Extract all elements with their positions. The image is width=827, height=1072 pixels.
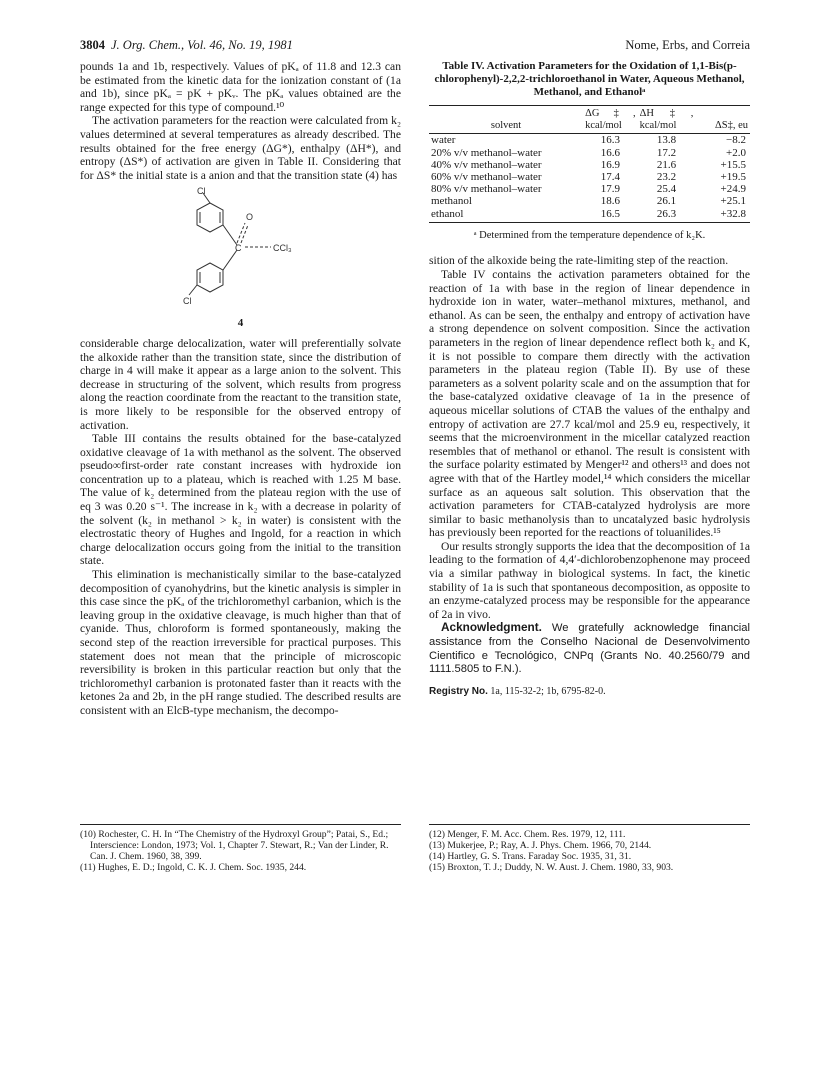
footnotes-right: [429, 824, 750, 873]
paragraph: sition of the alkoxide being the rate-limiting step of the reaction.: [429, 254, 729, 268]
page-number: 3804: [80, 38, 105, 52]
footnote: (15) Broxton, T. J.; Duddy, N. W. Aust. J. Chem. 1980, 33, 903.: [429, 862, 674, 873]
table-row: [429, 159, 750, 171]
table-cell: 60% v/v methanol–water: [431, 171, 542, 184]
label-carbon: C: [235, 243, 242, 254]
column-header: solvent: [429, 106, 583, 134]
table-row: [429, 208, 750, 223]
footnote: (11) Hughes, E. D.; Ingold, C. K. J. Chem. Soc. 1935, 244.: [80, 862, 307, 873]
footnote: (14) Hartley, G. S. Trans. Faraday Soc. 1935, 31, 31.: [429, 851, 632, 862]
table-cell: +25.1: [720, 195, 746, 208]
table-cell: 17.4: [600, 171, 620, 184]
acknowledgment-heading: Acknowledgment.: [441, 620, 542, 635]
table-cell: 16.9: [600, 158, 620, 171]
table-cell: +15.5: [720, 158, 746, 171]
table-cell: 16.3: [600, 134, 620, 147]
paragraph: The activation parameters for the reaction were calculated from k₂ values determined at several temperatures as already described. The results obtained for the free energy (ΔG*), enthalpy (ΔH*), and entropy (ΔS*) of activation are given in Table II. Considering that for ΔS* the initial state is a anion and that the transition state (4) has: [80, 114, 401, 182]
paragraph: pounds 1a and 1b, respectively. Values of pKₐ of 11.8 and 12.3 can be estimated from the kinetic data for the ionization constant of (1a and 1b), since pKₐ = pK + pKᵥ. The pKₐ values obtained are the range expected for this type of compound.¹⁰: [80, 60, 401, 114]
acknowledgment: [429, 621, 750, 676]
table-cell: 26.3: [638, 208, 696, 223]
table-cell: ethanol: [429, 208, 583, 223]
label-oxygen: O: [246, 212, 254, 223]
running-head-left: [80, 38, 293, 53]
paragraph: Our results strongly supports the idea that the decomposition of 1a leading to the formation of 4,4′-dichlorobenzophenone may proceed via a similar pathway in biological systems. In fact, the kinetic stability of 1a is such that spontaneous decomposition, as opposite to an enzyme-catalyzed process may be responsible for the appearance of 2a in vivo.: [429, 539, 750, 621]
table-cell: 25.4: [656, 183, 677, 196]
table-cell: 18.6: [600, 195, 620, 208]
table-cell: water: [431, 134, 456, 147]
label-cl-top: Cl: [197, 186, 206, 197]
paragraph: considerable charge delocalization, water will preferentially solvate the alkoxide rather than the transition state, since the distribution of charge in 4 will make it appear as a large anion to the solvent. This decrease in structuring of the solvent, which results from progress along the reaction coordinate from the reactant to the transition state, is more likely to be responsible for the observed entropy of activation.: [80, 336, 401, 432]
table-cell: 17.2: [656, 146, 677, 159]
footnote: (10) Rochester, C. H. In “The Chemistry of the Hydroxyl Group”; Patai, S., Ed.; Interscience: London, 1973; Vol. 1, Chapter 7. Stewart, R.; Van der Linder, R. Can. J. Chem. 1960, 38, 399.: [80, 829, 389, 862]
table-row: [429, 147, 750, 159]
table-row: [429, 171, 750, 183]
footnotes-left: [80, 824, 401, 873]
structure-drawing: [185, 185, 325, 317]
registry-numbers: [429, 685, 750, 699]
table-row: [429, 183, 750, 195]
table-cell: 20% v/v methanol–water: [431, 146, 542, 159]
table-title: Table IV. Activation Parameters for the Oxidation of 1,1-Bis(p-chlorophenyl)-2,2,2-trichloroethanol in Water, Aqueous Methanol, Methanol, and Ethanolᵃ: [434, 60, 745, 98]
column-header: ΔG‡, kcal/mol: [583, 106, 638, 134]
registry-label: Registry No.: [429, 685, 488, 697]
acknowledgment-text: We gratefully acknowledge financial assistance from the Conselho Nacional de Desenvolvimento Cientifico e Tecnológico, CNPq (Grants No. 40.2560/79 and 1111.5805 to F.N.).: [429, 622, 751, 676]
table-cell: 17.9: [600, 183, 620, 196]
table-cell: 26.1: [656, 195, 677, 208]
page-header: [80, 38, 750, 54]
paragraph: Table III contains the results obtained for the base-catalyzed oxidative cleavage of 1a with methanol as the solvent. The observed pseudo∞first-order rate constant increases with hydroxide ion concentration up to a plateau, which is reached with 1.25 M base. The value of k₂ determined from the plateau region with the use of eq 3 was 0.20 s⁻¹. The increase in k₂ with a decrease in polarity of the solvent (k₂ in methanol > k₂ in water) is consistent with the electrostatic theory of Hughes and Ingold, for a reaction in which charge delocalization occurs going from the initial to the transition state.: [80, 432, 401, 568]
table-row: [429, 195, 750, 207]
footnote-rule: [80, 824, 401, 825]
table-cell: +32.8: [695, 208, 750, 223]
footnote: (13) Mukerjee, P.; Ray, A. J. Phys. Chem. 1966, 70, 2144.: [429, 840, 652, 851]
table-footnote: ᵃ Determined from the temperature dependence of k₂K.: [473, 229, 706, 241]
footnote-rule: [429, 824, 750, 825]
table-cell: methanol: [431, 195, 472, 208]
table-cell: 80% v/v methanol–water: [431, 183, 542, 196]
running-head-authors: Nome, Erbs, and Correia: [625, 38, 750, 52]
table-cell: 21.6: [656, 158, 677, 171]
table-cell: 16.6: [600, 146, 620, 159]
table-cell: 23.2: [656, 171, 677, 184]
journal-citation: J. Org. Chem., Vol. 46, No. 19, 1981: [111, 38, 293, 52]
table-row: [429, 134, 750, 147]
label-ccl3: CCl₃: [273, 243, 292, 254]
activation-parameters-table: [429, 105, 750, 223]
column-header: ΔH‡, kcal/mol: [638, 106, 696, 134]
table-cell: 13.8: [656, 134, 677, 147]
paragraph: This elimination is mechanistically similar to the base-catalyzed decomposition of cyanohydrins, but the kinetic analysis is simpler in this case since the pKₐ of the trichloromethyl carbanion, which is the leaving group in the oxidative cleavage, is much higher than that of cyanide. Thus, chloroform is formed spontaneously, making the second step of the reaction irreversible for practical purposes. This statement does not mean that the principle of microscopic reversibility is broken in this particular reaction but only that the trichloromethyl carbanion is protonated faster than it reacts with the ketones 2a and 2b, in the pH range studied. The described results are consistent with an ElcB-type mechanism, the decompo-: [80, 568, 401, 717]
table-cell: 40% v/v methanol–water: [431, 158, 542, 171]
table-cell: +2.0: [726, 146, 746, 159]
table-cell: +19.5: [720, 171, 746, 184]
paragraph: Table IV contains the activation parameters obtained for the reaction of 1a with base in the region of linear dependence in hydroxide ion in water, water–methanol mixtures, methanol, and ethanol. As can be seen, the enthalpy and entropy of activation have a strong dependence on solvent composition. Since the activation parameters in the region of linear dependence reflect both k₂ and K, it is not possible to compare them directly with the activation parameters in the plateau region (Table II). By use of these parameters as a solvent polarity scale and on the assumption that for the base-catalyzed oxidative cleavage of 1a in the presence of aqueous micellar solutions of CTAB the values of the enthalpy and entropy of activation are 27.7 kcal/mol and 25.9 eu, respectively, it seems that the microenvironment in the micellar catalyzed reaction resembles that of methanol or ethanol. The result is consistent with the surface polarity estimated by Menger¹² and others¹³ and does not agree with that of the Hartley model,¹⁴ which considers the micellar surface as an aqueous salt solution. This observation that the activation parameters for CTAB-catalyzed hydrolysis are more similar to basic methanolysis than to uncatalyzed basic hydrolysis has previously been reported for the reactions of toluanilides.¹⁵: [429, 268, 750, 540]
label-cl-bottom: Cl: [183, 296, 192, 307]
left-column: [80, 60, 401, 718]
table-cell: 16.5: [583, 208, 638, 223]
footnote: (12) Menger, F. M. Acc. Chem. Res. 1979, 12, 111.: [429, 829, 626, 840]
compound-number: 4: [237, 317, 244, 330]
chemical-structure-4: [80, 185, 401, 317]
table-cell: +24.9: [720, 183, 746, 196]
table-cell: −8.2: [726, 134, 746, 147]
column-header: ΔS‡, eu: [695, 106, 750, 134]
right-column: [429, 60, 750, 698]
registry-text: 1a, 115-32-2; 1b, 6795-82-0.: [490, 685, 606, 697]
